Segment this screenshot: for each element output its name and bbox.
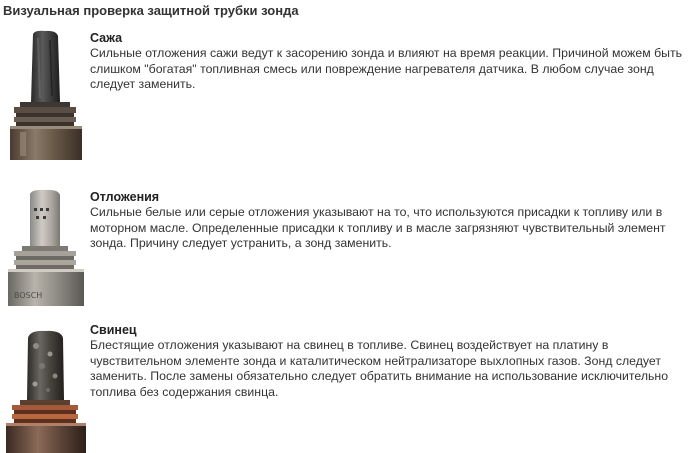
section-heading: Сажа [90,31,123,45]
section-text: Блестящие отложения указывают на свинец в топливе. Свинец воздействует на платину в чувствительном элементе зонда и каталитическом нейтрализаторе выхлопных газов. Зонд следует заменить. После замены обязательно следует обратить внимание на использование исключительно топлива без содержания свинца. [90,338,669,399]
section-lead [0,323,695,453]
deposit-covered-sensor-photo [0,186,88,308]
svg-text:BOSCH: BOSCH [14,291,43,300]
section-heading: Отложения [90,190,160,204]
section-deposits [0,186,695,308]
section-soot [0,28,695,158]
section-text: Сильные отложения сажи ведут к засорению зонда и влияют на время реакции. Причиной можем быть слишком "богатая" топливная смесь или повреждение нагревателя датчика. В любом случае зонд следует заменить. [90,46,683,91]
section-heading: Свинец [90,323,137,337]
soot-covered-sensor-photo [0,28,88,160]
section-text: Сильные белые или серые отложения указывают на то, что используются присадки к топливу или в моторном масле. Определенные присадки к топливу и в масле загрязняют чувствительный элемент зонда. Причину следует устранить, а зонд заменить. [90,205,666,250]
lead-covered-sensor-photo [0,326,88,453]
page-title: Визуальная проверка защитной трубки зонда [3,3,299,18]
